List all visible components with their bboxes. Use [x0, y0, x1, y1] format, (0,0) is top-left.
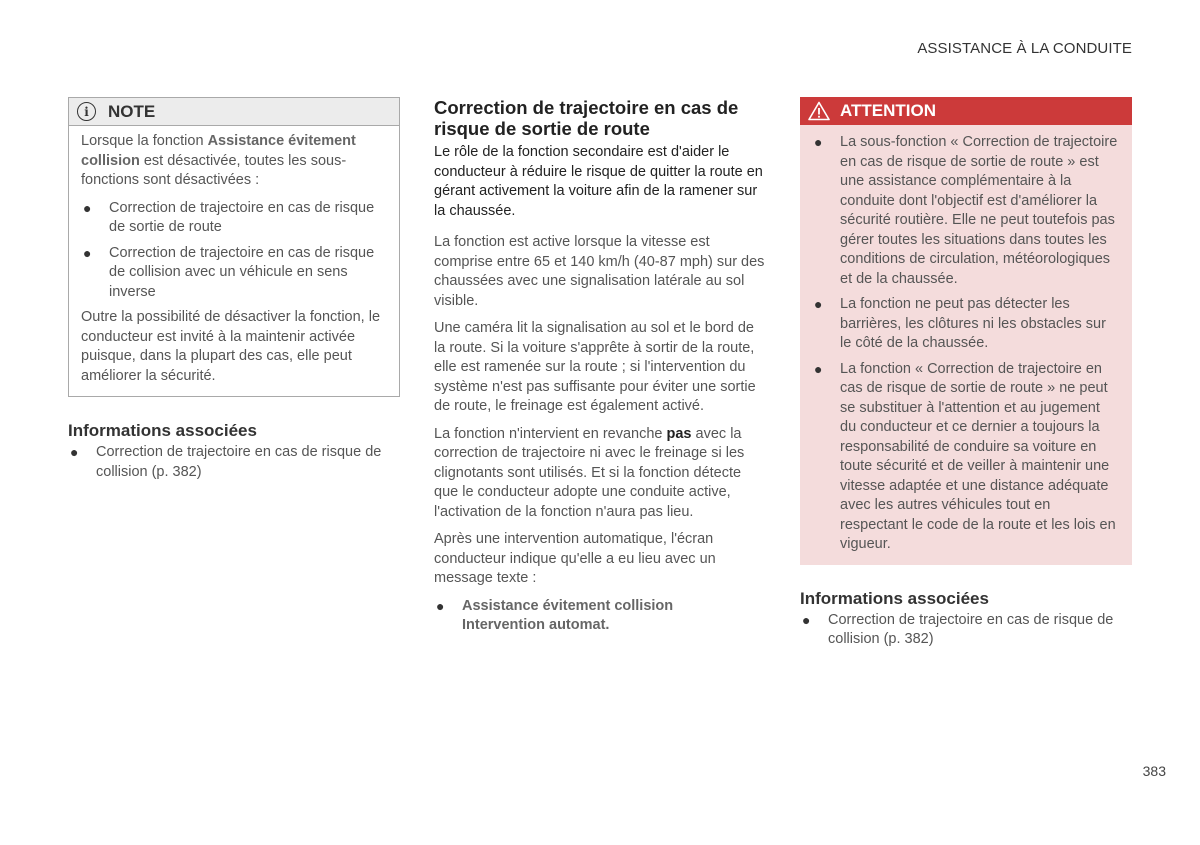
bullet-icon: ●: [814, 134, 823, 150]
related-info-title: Informations associées: [68, 421, 257, 440]
note-intro-prefix: Lorsque la fonction: [81, 133, 208, 149]
left-column: [68, 97, 400, 488]
attention-body: [800, 125, 1132, 565]
list-item: [81, 244, 387, 303]
note-title: NOTE: [108, 101, 156, 121]
body-paragraph: Une caméra lit la signalisation au sol et le bord de la route. Si la voiture s'apprête à sortir de la route, elle est ramenée sur la route ; si l'intervention du système n'est pas suffisante pour éviter une sortie de route, le freinage est également activé.: [434, 320, 756, 414]
message-line-2: Intervention automat.: [462, 617, 610, 633]
p3-suffix: avec la correction de trajectoire ni avec le freinage si les clignotants sont utilisés. Et si la fonction détecte que le conducteur adopte une conduite active, l'activation de la fonction n'aura pas lieu.: [434, 425, 745, 520]
body-paragraph: Après une intervention automatique, l'écran conducteur indique qu'elle a eu lieu avec un message texte :: [434, 531, 716, 586]
bullet-icon: ●: [436, 597, 445, 614]
section-title: Correction de trajectoire en cas de risque de sortie de route: [434, 97, 739, 139]
note-intro: [81, 132, 387, 191]
related-info-list: [800, 611, 1132, 650]
note-closing: Outre la possibilité de désactiver la fonction, le conducteur est invité à la maintenir activée puisque, dans la plupart des cas, elle peut améliorer la sécurité.: [81, 309, 381, 384]
attention-header: [800, 97, 1132, 125]
bullet-icon: ●: [814, 296, 823, 312]
middle-column: [434, 97, 768, 642]
note-bullet-text: Correction de trajectoire en cas de risque de collision avec un véhicule en sens inverse: [109, 244, 375, 300]
right-column: [800, 97, 1132, 656]
related-info-link-text[interactable]: Correction de trajectoire en cas de risque de collision (p. 382): [96, 444, 382, 480]
note-intro-term: Assistance évitement collision: [81, 133, 356, 169]
note-bullet-list: [81, 199, 387, 303]
page-number: 383: [1142, 763, 1166, 779]
bullet-icon: ●: [802, 611, 811, 628]
note-body: [69, 126, 399, 396]
related-info-link-text[interactable]: Correction de trajectoire en cas de risque de collision (p. 382): [828, 611, 1114, 647]
related-info-title: Informations associées: [800, 588, 989, 608]
list-item: [812, 360, 1120, 555]
list-item: [812, 133, 1120, 289]
p3-prefix: La fonction n'intervient en revanche: [434, 425, 667, 442]
list-item: [81, 199, 387, 238]
list-item: [434, 597, 768, 636]
bullet-icon: ●: [814, 360, 823, 377]
body-paragraph: La fonction est active lorsque la vitesse est comprise entre 65 et 140 km/h (40-87 mph) sur des chaussées avec une signalisation latérale au sol visible.: [434, 234, 765, 309]
attention-box: [800, 97, 1132, 565]
note-bullet-text: Correction de trajectoire en cas de risque de sortie de route: [109, 199, 375, 235]
bullet-icon: ●: [83, 244, 92, 261]
note-header: [69, 98, 399, 126]
related-info-list: [68, 443, 400, 482]
note-intro-suffix: est désactivée, toutes les sous-fonctions sont désactivées :: [81, 152, 347, 188]
note-box: [68, 97, 400, 397]
list-item: [812, 295, 1120, 354]
bullet-icon: ●: [70, 444, 79, 460]
warning-icon: [808, 101, 830, 121]
attention-bullet-list: [812, 133, 1120, 555]
info-icon: i: [77, 102, 96, 121]
running-header: ASSISTANCE À LA CONDUITE: [917, 40, 1132, 57]
attention-bullet-text: La fonction ne peut pas détecter les barrières, les clôtures ni les obstacles sur le côté de la chaussée.: [840, 296, 1106, 351]
related-info-link[interactable]: [68, 443, 400, 482]
message-line-1: Assistance évitement collision: [462, 597, 674, 614]
message-list: [434, 597, 768, 636]
attention-bullet-text: La sous-fonction « Correction de trajectoire en cas de risque de sortie de route » est une assistance complémentaire à la conduite dont l'objectif est d'améliorer la sécurité routière. Elle ne peut toutefois pas gérer toutes les situations dans toutes les conditions de circulation, météorologiques et de la chaussée.: [840, 134, 1118, 287]
lead-paragraph: Le rôle de la fonction secondaire est d'aider le conducteur à réduire le risque de quitter la route en gérant activement la voiture afin de la ramener sur la chaussée.: [434, 144, 763, 219]
related-info-link[interactable]: [800, 611, 1132, 650]
attention-title: ATTENTION: [840, 101, 937, 120]
body-paragraph: [434, 425, 768, 523]
p3-bold: pas: [666, 425, 692, 442]
bullet-icon: ●: [83, 199, 92, 216]
attention-bullet-text: La fonction « Correction de trajectoire en cas de risque de sortie de route » ne peut se substituer à l'attention et au jugement du conducteur et ce dernier a toujours la responsabilité de conduire sa voiture en toute sécurité et de veiller à maintenir une vitesse adaptée et une distance adéquate avec les autres véhicules tout en respectant le code de la route et les lois en vigueur.: [840, 360, 1116, 552]
